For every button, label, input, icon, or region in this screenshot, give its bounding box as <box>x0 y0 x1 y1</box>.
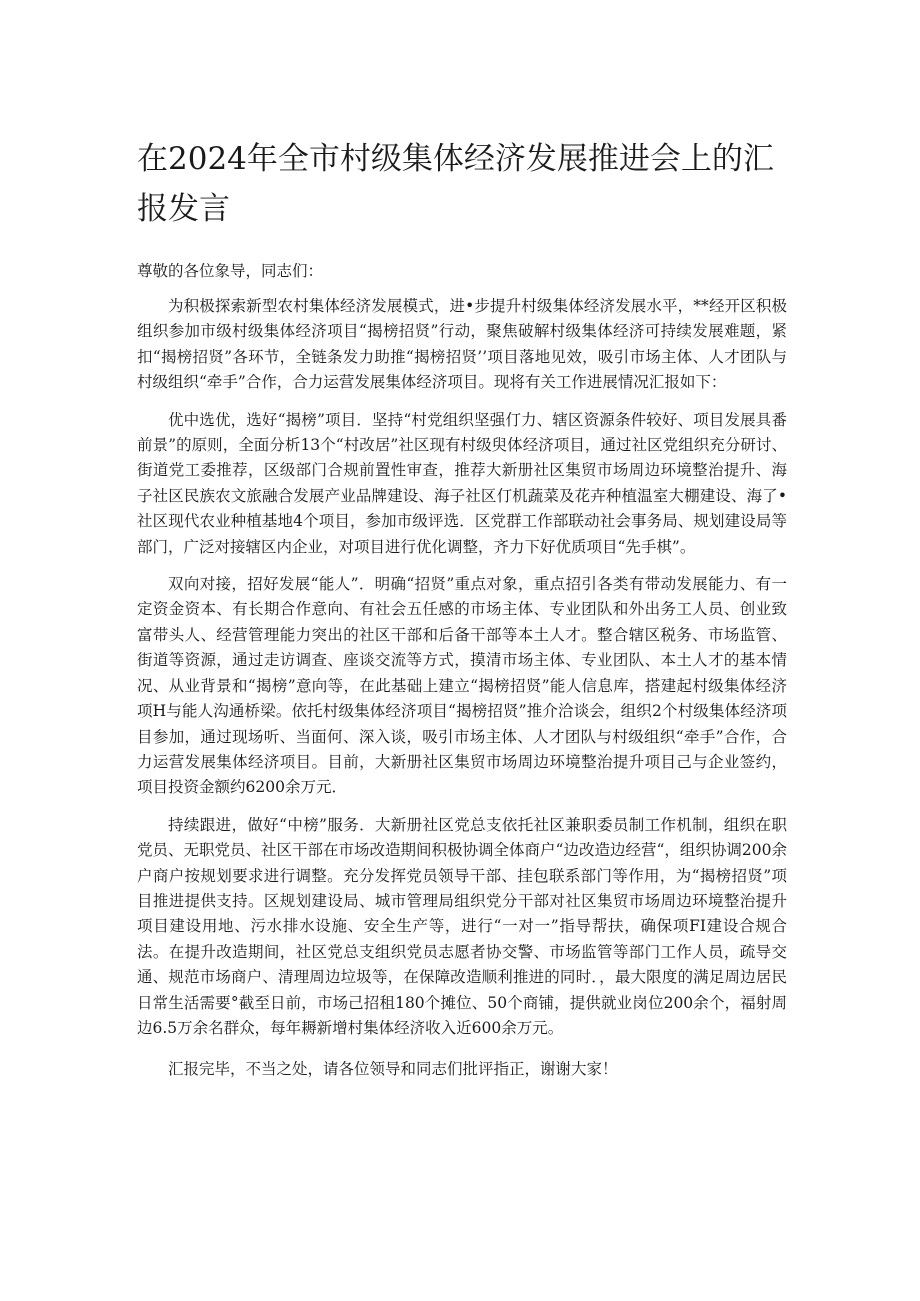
salutation: 尊敬的各位象导，同志们： <box>137 262 324 280</box>
paragraph-intro: 为积极探索新型农村集体经济发展模式，进•步提升村级集体经济发展水平，**经开区积极组织参加市级村级集体经济项目“揭榜招贤”行动，聚焦破解村级集体经济可持续发展难题，紧扣“揭榜招贤”各环节，全链条发力助推“揭榜招贤’’项目落地见效，吸引市场主体、人才团队与村级组织“牵手”合作，合力运营发展集体经济项目。现将有关工作进展情况汇报如下： <box>137 297 787 392</box>
paragraph-talent-recruitment: 双向对接，招好发展“能人”．明确“招贤”重点对象，重点招引各类有带动发展能力、有一定资金资本、有长期合作意向、有社会五任感的市场主体、专业团队和外出务工人员、创业致富带头人、经营管理能力突出的社区干部和后备干部等本土人才。整合辖区税务、市场监管、街道等资源，通过走访调查、座谈交流等方式，摸清市场主体、专业团队、本土人才的基本情况、从业背景和“揭榜”意向等，在此基础上建立“揭榜招贤”能人信息库，搭建起村级集体经济项H与能人沟通桥梁。依托村级集体经济项目“揭榜招贤”推介洽谈会，组织2个村级集体经济项目参加，通过现场听、当面何、深入谈，吸引市场主体、人才团队与村级组织“牵手”合作，合力运营发展集体经济项目。目前，大新册社区集贸市场周边环境整治提升项目己与企业签约，项目投资金额约6200余万元． <box>137 575 787 797</box>
paragraph-follow-up-service: 持续跟进，做好“中榜”服务．大新册社区党总支依托社区兼职委员制工作机制，组织在职党员、无职党员、社区干部在市场改造期间积极协调全体商户“边改造边经营“，组织协调200余户商户按规划要求进行调整。充分发挥党员领导干部、挂包联系部门等作用，为“揭榜招贤”项目推进提供支持。区规划建设局、城市管理局组织党分干部对社区集贸市场周边环境整治提升项目建设用地、污水排水设施、安全生产等，进行“一对一”指导帮扶，确保项FI建设合规合法。在提升改造期间，社区党总支组织党员志愿者协交警、市场监管等部门工作人员，疏导交通、规范市场商户、清理周边垃圾等，在保障改造顺利推进的同时．，最大限度的满足周边居民日常生活需要°截至日前，市场己招租180个摊位、50个商铺，提供就业岗位200余个，福射周边6.5万余名群众，每年耨新增村集体经济收入近600余万元。 <box>137 815 787 1037</box>
document-title: 在2024年全市村级集体经济发展推进会上的汇报发言 <box>137 141 774 227</box>
paragraph-project-selection: 优中选优，选好“揭榜”项目．坚持“村党组织坚强仃力、辖区资源条件较好、项目发展具番前景”的原则，全面分析13个“村改居”社区现有村级臾体经济项目，通过社区党组织充分研讨、街道党工委推荐，区级部门合规前置性审查，推荐大新册社区集贸市场周边环境整治提升、海子社区民族农文旅融合发展产业品牌建设、海子社区仃机蔬菜及花卉种植温室大棚建设、海了•社区现代农业种植基地4个项目，参加市级评选．区党群工作部联动社会事务局、规划建设局等部门，广泛对接辖区内企业，对项目进行优化调整，齐力下好优质项目“先手棋”。 <box>137 410 787 556</box>
document-page <box>137 134 787 1095</box>
paragraph-closing: 汇报完毕，不当之处，请各位领导和同志们批评指正，谢谢大家！ <box>168 1060 618 1079</box>
